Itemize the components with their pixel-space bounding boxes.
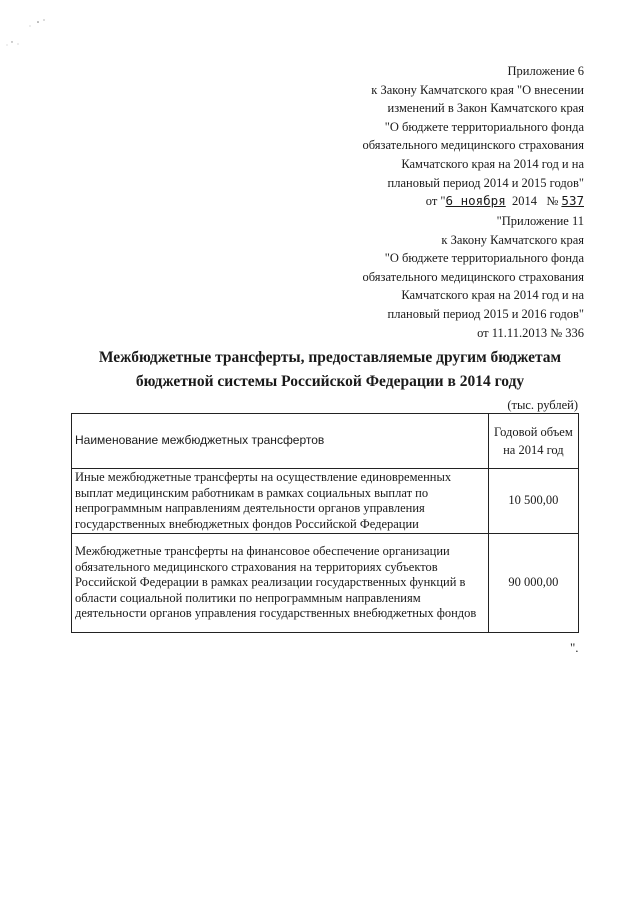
appendix-6-line: обязательного медицинского страхования [362, 138, 584, 153]
handwritten-number: 537 [561, 193, 584, 209]
table-row [72, 534, 579, 633]
header-name-cell: Наименование межбюджетных трансфертов [72, 414, 489, 469]
number-sign: № [546, 194, 559, 209]
table-row [72, 469, 579, 534]
unit-note: (тыс. рублей) [507, 398, 578, 412]
appendix-11-line: к Закону Камчатского края [441, 232, 584, 247]
appendix-6-line: к Закону Камчатского края "О внесении [371, 82, 584, 97]
header-amount-line-1: Годовой объем [494, 425, 573, 439]
transfers-table [71, 413, 579, 633]
appendix-11-header [362, 212, 584, 342]
scan-specks [0, 0, 60, 60]
title-line-2: бюджетной системы Российской Федерации в 2014 году [135, 373, 525, 390]
closing-quote: ". [570, 640, 579, 655]
transfer-amount-cell: 90 000,00 [488, 534, 578, 633]
transfer-name-cell: Межбюджетные трансферты на финансовое обеспечение организации обязательного медицинского страхования на территориях субъектов Российской Федерации в рамках реализации государственных функций в области социальной политики по непрограммным направлениям деятельности органов управления государственных внебюджетных фондов [72, 534, 489, 633]
appendix-6-line: изменений в Закон Камчатского края [387, 101, 584, 116]
title-line-1: Межбюджетные трансферты, предоставляемые другим бюджетам [98, 349, 562, 366]
table-header-row [72, 414, 579, 469]
document-title [70, 346, 590, 394]
handwritten-date: 6 ноября [445, 193, 506, 209]
date-prefix: от " [425, 194, 446, 209]
header-amount-line-2: на 2014 год [503, 443, 564, 457]
appendix-11-line: обязательного медицинского страхования [362, 269, 584, 284]
appendix-6-line: Приложение 6 [507, 64, 584, 78]
appendix-6-header [362, 62, 584, 211]
appendix-11-line: "Приложение 11 [496, 214, 584, 228]
appendix-6-line: "О бюджете территориального фонда [384, 119, 584, 134]
date-year: 2014 [511, 194, 537, 209]
appendix-11-line: плановый период 2015 и 2016 годов" [387, 306, 584, 321]
appendix-6-line: плановый период 2014 и 2015 годов" [387, 175, 584, 190]
appendix-6-date-line [362, 192, 584, 211]
appendix-6-line: Камчатского края на 2014 год и на [401, 156, 584, 171]
transfer-name-cell: Иные межбюджетные трансферты на осуществление единовременных выплат медицинским работникам в рамках социальных выплат по непрограммным направлениям деятельности органов управления государственных внебюджетных фондов Российской Федерации [72, 469, 489, 534]
appendix-11-line: Камчатского края на 2014 год и на [401, 288, 584, 303]
header-amount-cell [488, 414, 578, 469]
appendix-11-line: "О бюджете территориального фонда [384, 251, 584, 266]
appendix-11-line: от 11.11.2013 № 336 [477, 325, 584, 340]
transfer-amount-cell: 10 500,00 [488, 469, 578, 534]
